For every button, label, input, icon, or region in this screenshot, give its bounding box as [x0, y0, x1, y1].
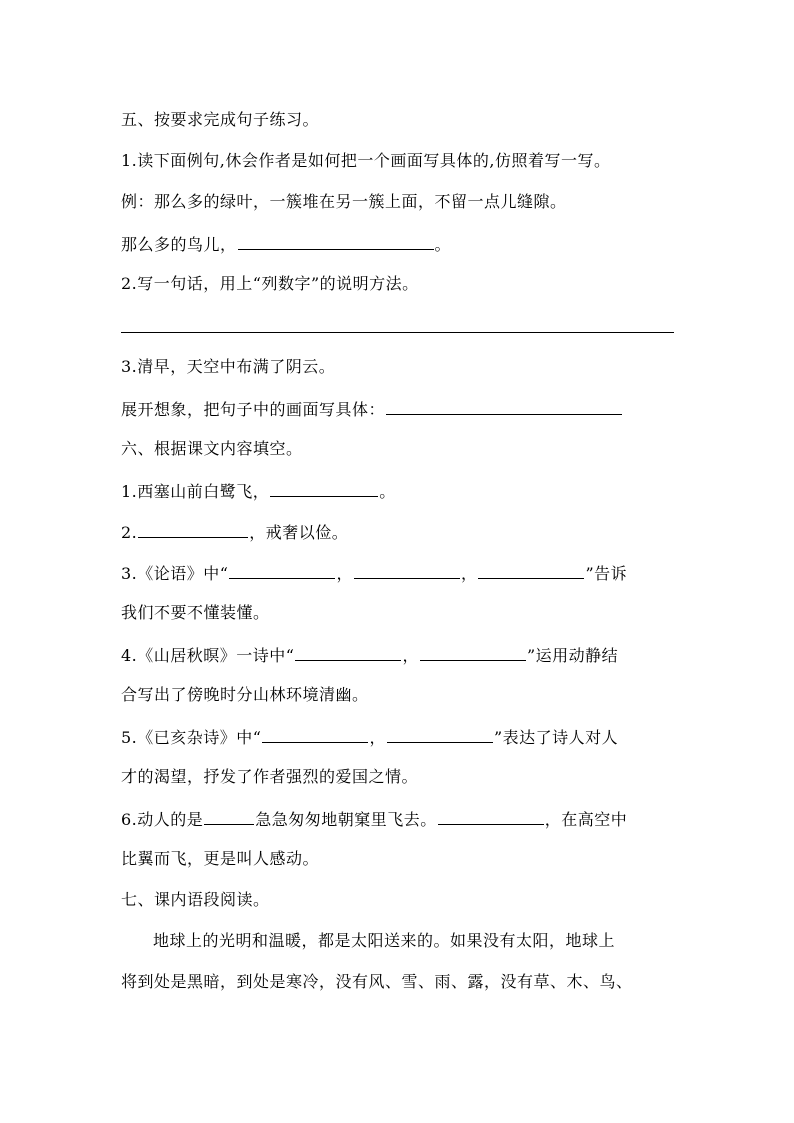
item-5-text: 5.《已亥杂诗》中“: [121, 728, 262, 747]
item-1-blank[interactable]: [270, 480, 378, 497]
item-2-tail: ，戒奢以俭。: [249, 523, 349, 542]
item-4-blank-1[interactable]: [295, 644, 401, 661]
item-4-continuation: 合写出了傍晚时分山林环境清幽。: [121, 685, 369, 704]
fill-item-5: [121, 726, 618, 748]
q3-answer-blank[interactable]: [386, 398, 622, 415]
item-6-continuation: 比翼而飞，更是叫人感动。: [121, 849, 320, 868]
q1-answer-blank[interactable]: [238, 233, 434, 250]
item-4-blank-2[interactable]: [420, 644, 526, 661]
item-4-tail: ”运用动静结: [526, 646, 619, 665]
section-5-heading: 五、按要求完成句子练习。: [121, 110, 320, 129]
fill-item-1: [121, 480, 396, 502]
item-4-text: 4.《山居秋暝》一诗中“: [121, 646, 295, 665]
item-3-continuation: 我们不要不懂装懂。: [121, 603, 270, 622]
fill-item-4: [121, 644, 618, 666]
item-3-text: 3.《论语》中“: [121, 564, 229, 583]
question-1-answer-line: [121, 233, 451, 255]
item-3-blank-3[interactable]: [478, 562, 584, 579]
item-6-middle: 急急匆匆地朝窠里飞去。: [255, 810, 437, 829]
item-2-blank[interactable]: [138, 521, 248, 538]
item-3-blank-1[interactable]: [229, 562, 335, 579]
fill-item-6: [121, 808, 627, 830]
item-6-blank-1[interactable]: [204, 808, 254, 825]
item-6-text: 6.动人的是: [121, 810, 204, 829]
item-6-blank-2[interactable]: [438, 808, 544, 825]
item-2-number: 2.: [121, 523, 138, 542]
question-3-prompt: 3.清早，天空中布满了阴云。: [121, 357, 336, 376]
question-2-answer-line[interactable]: [121, 332, 674, 333]
fill-item-3: [121, 562, 627, 584]
section-6-heading: 六、根据课文内容填空。: [121, 439, 303, 458]
reading-paragraph-line-1: 地球上的光明和温暖，都是太阳送来的。如果没有太阳，地球上: [153, 931, 616, 950]
reading-paragraph-line-2: 将到处是黑暗，到处是寒冷，没有风、雪、雨、露，没有草、木、鸟、: [121, 972, 633, 991]
q3-lead-text: 展开想象，把句子中的画面写具体：: [121, 400, 386, 419]
question-2-prompt: 2.写一句话，用上“列数字”的说明方法。: [121, 274, 419, 293]
item-3-tail: ”告诉: [585, 564, 628, 583]
item-6-tail: ，在高空中: [544, 810, 628, 829]
item-5-blank-1[interactable]: [262, 726, 368, 743]
item-5-tail: ”表达了诗人对人: [493, 728, 619, 747]
item-3-blank-2[interactable]: [354, 562, 460, 579]
comma: ，: [460, 564, 478, 583]
comma: ，: [402, 646, 419, 665]
example-sentence: 例：那么多的绿叶，一簇堆在另一簇上面，不留一点儿缝隙。: [121, 192, 567, 211]
item-1-text: 1.西塞山前白鹭飞，: [121, 482, 270, 501]
comma: ，: [369, 728, 386, 747]
comma: ，: [336, 564, 353, 583]
question-1-prompt: 1.读下面例句,休会作者是如何把一个画面写具体的,仿照着写一写。: [121, 151, 611, 170]
item-5-continuation: 才的渴望，抒发了作者强烈的爱国之情。: [121, 767, 419, 786]
question-3-answer-line: [121, 398, 623, 420]
fill-item-2: [121, 521, 348, 543]
section-7-heading: 七、课内语段阅读。: [121, 890, 270, 909]
q1-lead-text: 那么多的鸟儿，: [121, 235, 237, 254]
item-5-blank-2[interactable]: [387, 726, 493, 743]
item-1-tail: 。: [379, 482, 396, 501]
q1-tail-text: 。: [434, 235, 452, 254]
